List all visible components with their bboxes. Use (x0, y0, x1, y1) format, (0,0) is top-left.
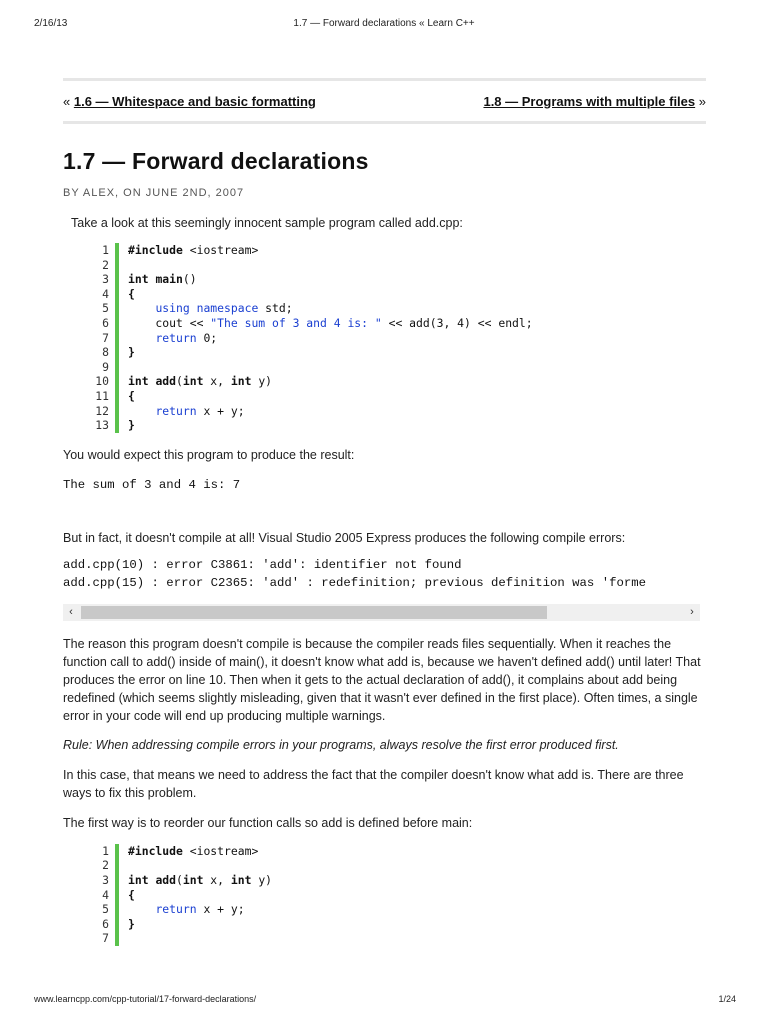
print-date: 2/16/13 (34, 18, 68, 29)
prev-chapter-link[interactable]: 1.6 — Whitespace and basic formatting (73, 93, 316, 109)
code-block-add-cpp (81, 243, 701, 433)
intro-paragraph: Take a look at this seemingly innocent sample program called add.cpp: (71, 216, 463, 230)
print-title: 1.7 — Forward declarations « Learn C++ (293, 18, 475, 29)
next-quote: » (698, 93, 706, 109)
code-line: 11 { (95, 388, 135, 403)
code-line: 1 #include <iostream> (102, 243, 259, 257)
code-line: 1 #include <iostream> (102, 843, 259, 858)
expected-output: The sum of 3 and 4 is: 7 (63, 477, 241, 492)
code-line: 8 } (102, 345, 135, 360)
code-line: 4 { (102, 286, 135, 301)
reason-paragraph: The reason this program doesn't compile is because the compiler reads files sequentially. When it reaches the function call to add() inside of main(), it doesn't know what add is, because we haven't defined add() until later! That produces the error on line 10. Then when it gets to the actual declaration of add(), it complains about add being redefined (which seems slightly misleading, given that it wasn't ever defined in the first place). Often times, a single error in your code will end up producing multiple warnings. (63, 636, 701, 723)
code-line: 7 (81, 931, 701, 946)
scroll-left-icon[interactable]: ‹ (69, 605, 73, 618)
next-link-wrap (483, 94, 706, 109)
code-line: 6 cout << "The sum of 3 and 4 is: " << add(3, 4) << endl; (102, 315, 533, 330)
code-line: 4 { (102, 887, 135, 902)
code-line: 6 } (102, 916, 135, 931)
code-line: 7 return 0; (102, 330, 218, 345)
code-block-reordered (81, 844, 701, 946)
code-line: 2 (81, 258, 701, 273)
compile-fail-paragraph: But in fact, it doesn't compile at all! Visual Studio 2005 Express produces the following compile errors: (63, 530, 626, 545)
prev-link-wrap (63, 94, 316, 109)
code-line: 3 int main() (102, 272, 197, 287)
code-line: 5 return x + y; (102, 902, 245, 917)
error-line: add.cpp(15) : error C2365: 'add' : redefinition; previous definition was 'forme (63, 575, 646, 590)
next-chapter-link[interactable]: 1.8 — Programs with multiple files (483, 93, 696, 109)
print-url: www.learncpp.com/cpp-tutorial/17-forward-declarations/ (34, 994, 257, 1004)
byline: BY ALEX, ON JUNE 2ND, 2007 (63, 187, 245, 199)
scrollbar-thumb[interactable] (81, 606, 547, 619)
first-way-paragraph: The first way is to reorder our function calls so add is defined before main: (63, 815, 473, 830)
article-content (63, 78, 706, 946)
this-case-paragraph: In this case, that means we need to address the fact that the compiler doesn't know what add is. There are three ways to fix this problem. (63, 767, 684, 800)
prev-quote: « (63, 93, 71, 109)
page-title: 1.7 — Forward declarations (63, 148, 369, 174)
code-line: 2 (81, 858, 701, 873)
error-output (63, 556, 706, 592)
code-line: 9 (81, 360, 701, 375)
expect-paragraph: You would expect this program to produce the result: (63, 447, 355, 462)
code-line: 10 int add(int x, int y) (95, 374, 273, 389)
print-page-number: 1/24 (718, 994, 736, 1004)
code-line: 13 } (95, 418, 135, 433)
code-line: 5 using namespace std; (102, 301, 293, 316)
error-line: add.cpp(10) : error C3861: 'add': identifier not found (63, 557, 462, 572)
rule-paragraph: Rule: When addressing compile errors in your programs, always resolve the first error produced first. (63, 737, 619, 752)
horizontal-scrollbar[interactable] (63, 604, 700, 621)
code-line: 3 int add(int x, int y) (102, 872, 273, 887)
post-navigation (63, 78, 706, 124)
code-line: 12 return x + y; (95, 403, 245, 418)
scroll-right-icon[interactable]: › (690, 605, 694, 618)
